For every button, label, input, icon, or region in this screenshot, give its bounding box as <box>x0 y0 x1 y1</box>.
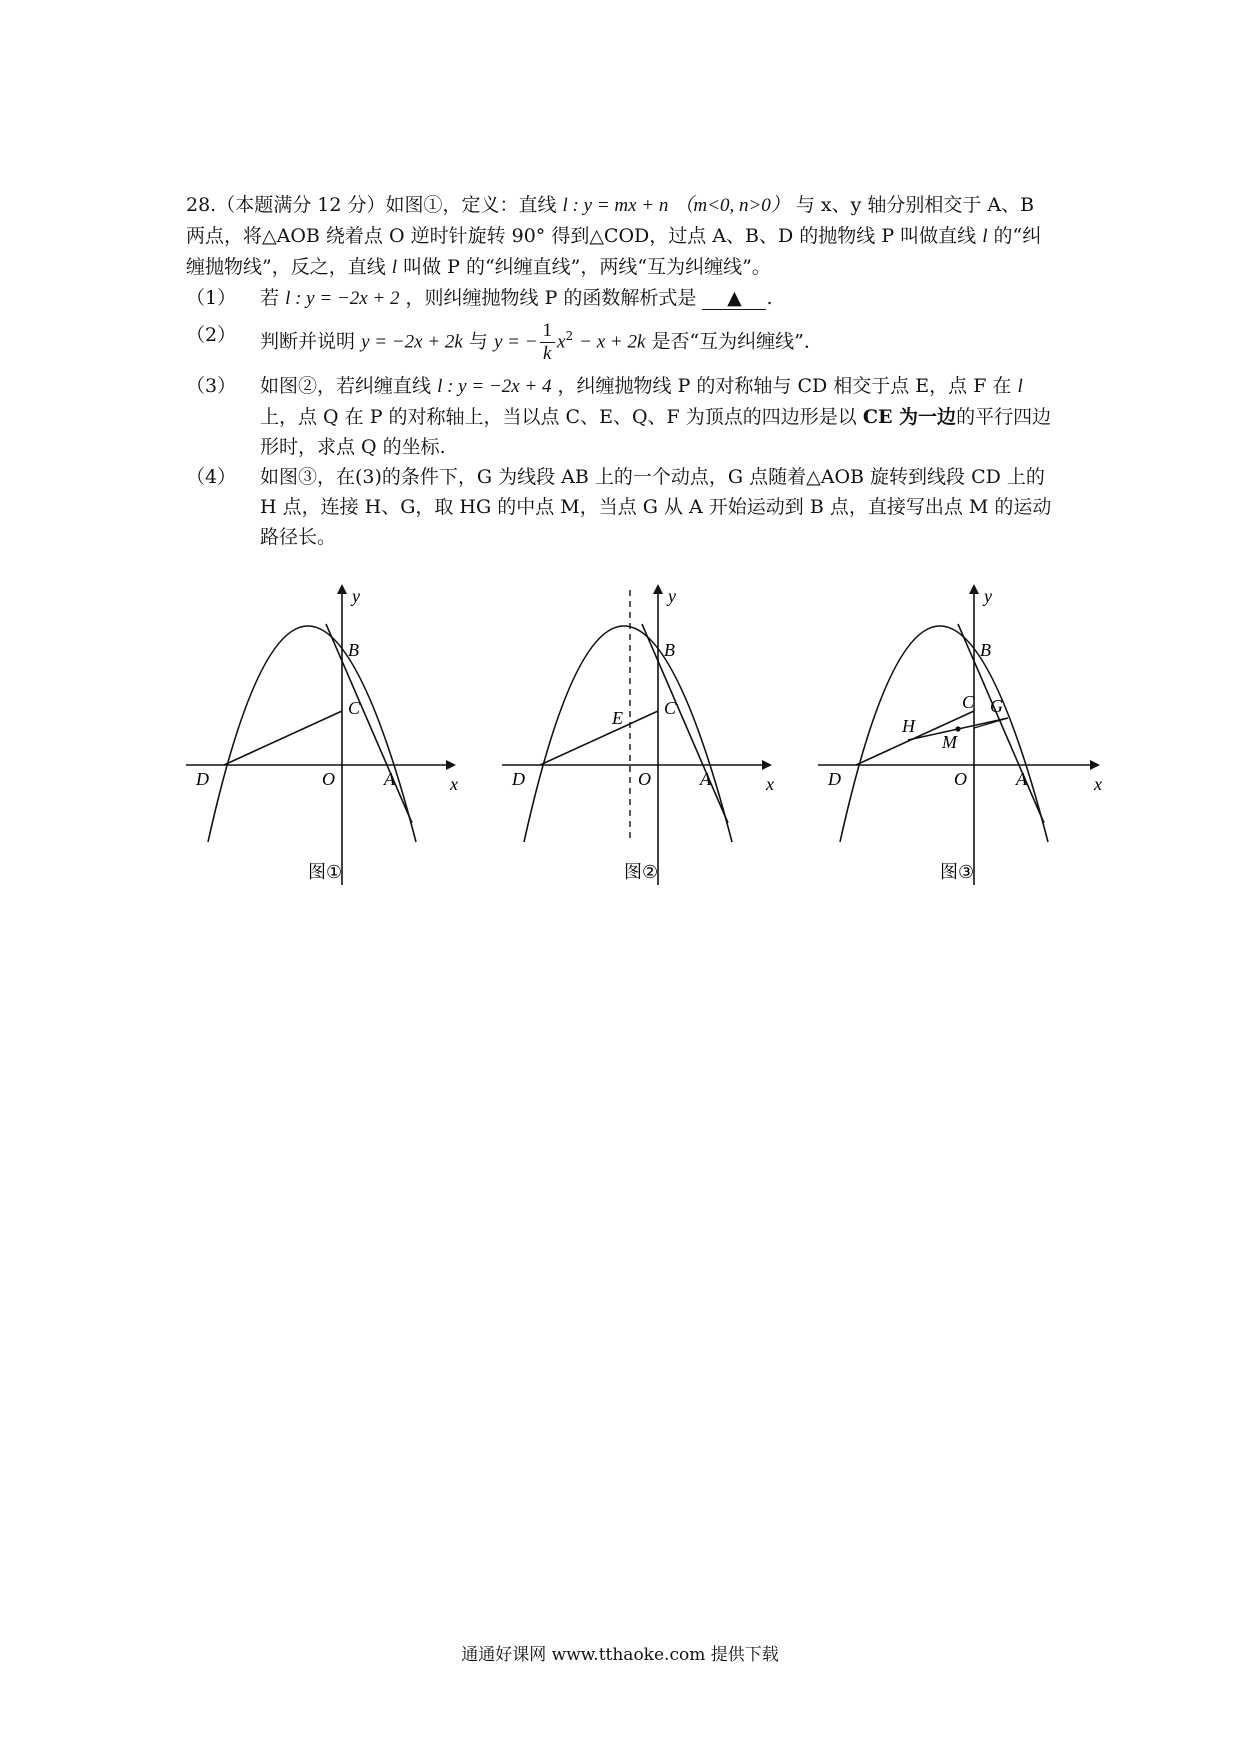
equation: l : y = −2x + 4 <box>437 376 552 397</box>
y-axis-label: y <box>668 586 676 606</box>
equation: y = −2x + 2k <box>361 331 463 353</box>
question-4: （4） 如图③，在(3)的条件下，G 为线段 AB 上的一个动点，G 点随着△AOB 旋转到线段 CD 上的 H 点，连接 H、G，取 HG 的中点 M，当点 G 从 A 开始运动到 B 点，直接写出点 M 的运动路径长。 <box>186 462 1056 552</box>
x-axis-label: x <box>1094 774 1102 794</box>
question-1: （1） 若 l : y = −2x + 2 ，则纠缠抛物线 P 的函数解析式是 ▲ . <box>186 283 1056 314</box>
equation: l : y = −2x + 2 <box>285 288 400 309</box>
figures-row <box>186 580 1126 900</box>
figure-2 <box>502 580 792 900</box>
figure-1 <box>186 580 476 900</box>
x-axis-arrow <box>762 760 772 770</box>
x-axis-arrow <box>1090 760 1100 770</box>
point-label-d: D <box>512 769 525 789</box>
figure-caption: 图③ <box>940 862 975 883</box>
question-number: （2） <box>186 324 237 346</box>
point-label-c: C <box>962 692 975 712</box>
point-label-m: M <box>942 732 957 752</box>
y-axis-arrow <box>337 584 347 594</box>
point-label-a: A <box>700 769 711 789</box>
point-label-o: O <box>322 769 335 789</box>
point-label-o: O <box>954 769 967 789</box>
point-label-d: D <box>828 769 841 789</box>
question-2: （2） 判断并说明 y = −2x + 2k 与 y = − $\frac{1}{k}$ $x^2 - x + 2k$ 是否“互为纠缠线”． <box>186 320 823 364</box>
problem-28 <box>186 190 1056 552</box>
line-conditions: （m<0, n>0） <box>674 195 790 216</box>
line-l <box>326 624 412 823</box>
point-label-a: A <box>384 769 395 789</box>
page-footer: 通通好课网 www.tthaoke.com 提供下载 <box>461 1645 779 1665</box>
point-label-c: C <box>664 698 677 718</box>
y-axis-arrow <box>969 584 979 594</box>
point-label-b: B <box>664 640 675 660</box>
figure-caption: 图② <box>624 862 659 883</box>
x-axis-label: x <box>450 774 458 794</box>
point-label-o: O <box>638 769 651 789</box>
point-label-a: A <box>1016 769 1027 789</box>
point-label-d: D <box>196 769 209 789</box>
point-label-b: B <box>348 640 359 660</box>
figure-caption: 图① <box>308 862 343 883</box>
question-number: （4） <box>186 466 237 488</box>
question-number: （3） <box>186 375 237 397</box>
answer-blank: ▲ <box>702 287 766 310</box>
fraction: $\frac{1}{k}$ <box>540 320 556 365</box>
point-label-e: E <box>612 708 623 728</box>
point-label-h: H <box>902 716 915 736</box>
line-l <box>958 624 1044 823</box>
line-l <box>642 624 728 823</box>
y-axis-arrow <box>653 584 663 594</box>
point-m <box>955 726 960 731</box>
parabola-p <box>524 626 732 842</box>
question-3: （3） 如图②，若纠缠直线 l : y = −2x + 4 ，纠缠抛物线 P 的对称轴与 CD 相交于点 E，点 F 在 l 上，点 Q 在 P 的对称轴上，当以点 C、E、Q、F 为顶点的四边形是以 CE 为一边的平行四边形时，求点 Q 的坐标. <box>186 371 1056 462</box>
y-axis-label: y <box>352 586 360 606</box>
emphasis: CE 为一边 <box>862 406 957 428</box>
y-axis-label: y <box>984 586 992 606</box>
x-axis-arrow <box>446 760 456 770</box>
problem-intro: 28.（本题满分 12 分）如图①，定义：直线 l : y = mx + n （m<0, n>0） 与 x、y 轴分别相交于 A、B 两点，将△AOB 绕着点 O 逆时针旋转 90° 得到△COD，过点 A、B、D 的抛物线 P 叫做直线 l 的“纠缠抛物线”，反之，直线 l 叫做 P 的“纠缠直线”，两线“互为纠缠线”。 <box>186 194 1042 278</box>
parabola-p <box>208 626 416 842</box>
question-number: （1） <box>186 287 237 309</box>
point-label-c: C <box>348 698 361 718</box>
point-label-b: B <box>980 640 991 660</box>
line-l-equation: l : y = mx + n <box>562 195 669 216</box>
point-label-g: G <box>990 696 1003 716</box>
x-axis-label: x <box>766 774 774 794</box>
figure-3 <box>818 580 1118 900</box>
